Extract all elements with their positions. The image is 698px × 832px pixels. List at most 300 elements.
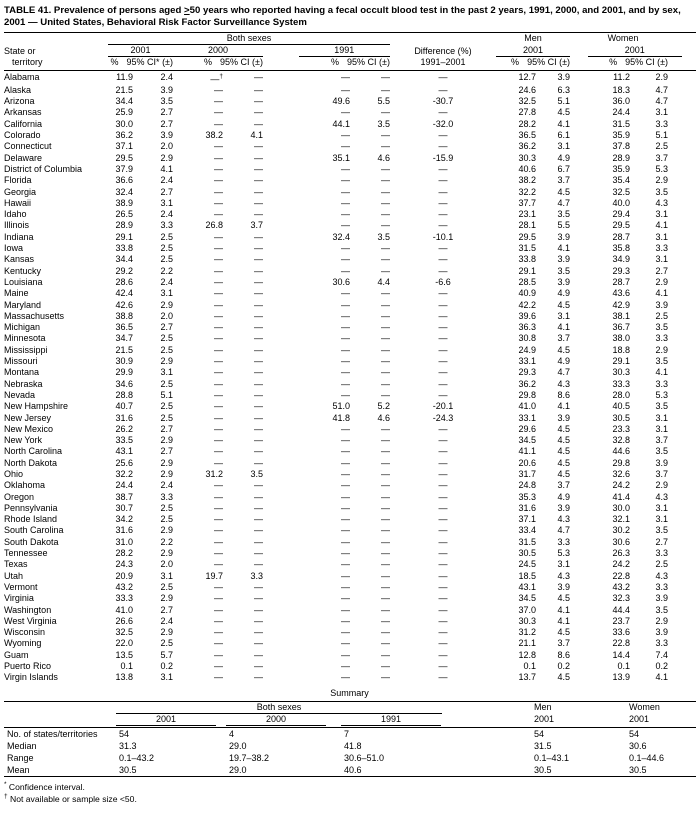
cell: 37.8	[612, 141, 631, 152]
measures-2001	[108, 57, 173, 70]
cell: 34.9	[612, 254, 631, 265]
row-label: Nevada	[4, 389, 36, 400]
cell: 2.5	[160, 502, 173, 513]
cell: —	[214, 480, 223, 491]
cell: —	[254, 231, 263, 242]
cell: —	[438, 502, 448, 513]
cell: 2.5	[655, 141, 669, 152]
row-label: No. of states/territories	[7, 728, 98, 739]
row-label: New Jersey	[4, 412, 52, 423]
cell: 3.9	[557, 254, 571, 265]
cell: —	[254, 615, 263, 626]
cell: 3.1	[557, 559, 571, 570]
cell: 38.0	[612, 333, 631, 344]
cell: —	[254, 491, 263, 502]
cell: —	[254, 593, 263, 604]
year-2000-col	[173, 45, 263, 58]
cell: —	[438, 220, 448, 231]
ci-header: 95% CI (±)	[220, 57, 263, 68]
row-label: Illinois	[4, 220, 30, 231]
cell: 2.7	[160, 107, 173, 118]
cell: 7.4	[655, 649, 669, 660]
cell: —	[381, 84, 390, 95]
cell: 29.3	[518, 367, 536, 378]
cell: 3.3	[655, 333, 669, 344]
row-label: Alabama	[4, 72, 40, 83]
cell: 2.5	[160, 514, 173, 525]
cell: —	[438, 627, 448, 638]
cell: 4.3	[655, 197, 669, 208]
cell: —	[381, 570, 390, 581]
cell: 30.5	[534, 764, 552, 775]
cell: 4.5	[557, 457, 571, 468]
cell: —	[254, 84, 263, 95]
cell: —	[214, 243, 223, 254]
cell: —	[341, 389, 350, 400]
cell: 2.9	[160, 457, 173, 468]
cell: 29.1	[518, 265, 536, 276]
ci-header-starred: 95% CI* (±)	[126, 57, 173, 68]
cell: 18.8	[612, 344, 631, 355]
cell: —	[254, 72, 263, 83]
cell: —	[438, 344, 448, 355]
cell: —	[341, 672, 350, 683]
ci-header: 95% CI (±)	[527, 57, 571, 68]
cell: 4.1	[655, 672, 669, 683]
men-spanner: Men	[524, 33, 542, 44]
cell: —	[214, 615, 223, 626]
cell: 3.9	[160, 84, 173, 95]
cell: 36.5	[518, 130, 536, 141]
cell: 4.5	[557, 627, 571, 638]
cell: —	[341, 446, 350, 457]
cell: 3.9	[557, 502, 571, 513]
cell: —	[381, 593, 390, 604]
cell: 31.3	[119, 740, 137, 751]
cell: —	[381, 548, 390, 559]
cell: 3.1	[557, 141, 571, 152]
cell: —	[214, 649, 223, 660]
cell: 3.1	[655, 107, 669, 118]
table-row	[4, 672, 696, 683]
cell: —	[341, 322, 350, 333]
cell: 35.9	[612, 163, 631, 174]
cell: —	[381, 446, 390, 457]
table-row	[4, 605, 696, 616]
cell: 3.7	[557, 175, 571, 186]
cell: 12.7	[518, 72, 536, 83]
row-label: Maryland	[4, 299, 42, 310]
cell: 26.2	[115, 423, 133, 434]
cell: 19.7	[205, 570, 223, 581]
cell: —	[438, 72, 448, 83]
cell: —	[254, 604, 263, 615]
table-row	[4, 333, 696, 344]
cell: 4.3	[655, 570, 669, 581]
cell: —	[381, 627, 390, 638]
cell: —	[254, 525, 263, 536]
cell: —	[254, 356, 263, 367]
table-row	[4, 740, 696, 752]
cell: 3.3	[250, 570, 263, 581]
cell: —	[214, 107, 223, 118]
cell: —	[254, 423, 263, 434]
cell: 3.9	[557, 276, 571, 287]
table-row	[4, 593, 696, 604]
cell: —	[381, 559, 390, 570]
cell: 30.0	[115, 118, 133, 129]
cell: 41.0	[518, 401, 536, 412]
cell: 22.0	[115, 638, 133, 649]
summary-year-2000-col	[226, 714, 341, 728]
cell: —	[381, 615, 390, 626]
row-label: Vermont	[4, 581, 38, 592]
cell: —	[214, 446, 223, 457]
cell: 35.4	[612, 175, 631, 186]
table-row	[4, 571, 696, 582]
cell: —	[214, 593, 223, 604]
cell: -15.9	[432, 152, 454, 163]
cell: —	[381, 344, 390, 355]
row-label: Arizona	[4, 96, 35, 107]
cell: 3.9	[557, 581, 571, 592]
cell: 42.4	[115, 288, 133, 299]
cell: 34.4	[115, 96, 133, 107]
cell: —	[381, 130, 390, 141]
cell: —	[438, 310, 448, 321]
table-row	[4, 277, 696, 288]
cell: 29.2	[115, 265, 133, 276]
cell: —	[438, 536, 448, 547]
title-suffix: 50 years who reported having a fecal occult blood test in the past 2 years, 1991, 2000, and 2001, and by sex, 2001 — United States, Behavioral Risk Factor Surveillance System	[4, 5, 681, 28]
cell: 30.6–51.0	[344, 752, 385, 763]
cell: 3.5	[655, 401, 669, 412]
cell: —	[214, 152, 223, 163]
cell: 30.5	[518, 548, 536, 559]
cell: 3.1	[557, 310, 571, 321]
cell: —	[381, 502, 390, 513]
cell: 4.1	[557, 322, 571, 333]
cell: 4.6	[377, 412, 390, 423]
cell: 21.1	[518, 638, 536, 649]
cell: —	[341, 254, 350, 265]
cell: 54	[534, 728, 545, 739]
cell: 13.5	[115, 649, 133, 660]
ci-header: 95% CI (±)	[347, 57, 390, 68]
cell: —	[438, 480, 448, 491]
cell: 22.8	[612, 638, 631, 649]
cell: 3.1	[160, 570, 173, 581]
row-label: Idaho	[4, 209, 27, 220]
cell: 24.8	[518, 480, 536, 491]
cell: -10.1	[432, 231, 454, 242]
cell: 14.4	[612, 649, 631, 660]
row-label: Iowa	[4, 243, 24, 254]
cell: 29.1	[115, 231, 133, 242]
cell: —	[381, 649, 390, 660]
cell: —	[254, 672, 263, 683]
cell: —	[341, 163, 350, 174]
women-spanner: Women	[607, 33, 639, 44]
cell: 4.5	[557, 672, 571, 683]
cell: —	[214, 254, 223, 265]
cell: —	[438, 141, 448, 152]
cell: —	[214, 175, 223, 186]
cell: —	[438, 446, 448, 457]
cell: —	[214, 661, 223, 672]
cell: 3.5	[160, 96, 173, 107]
cell: 3.5	[377, 118, 390, 129]
cell: 2.9	[655, 615, 669, 626]
table-row	[4, 187, 696, 198]
cell: 3.3	[655, 581, 669, 592]
cell: 4.5	[557, 344, 571, 355]
pct-header: %	[110, 57, 119, 68]
table-row	[4, 424, 696, 435]
cell: 33.1	[518, 356, 536, 367]
cell: 3.7	[655, 468, 669, 479]
cell: —	[381, 378, 390, 389]
cell: 3.7	[655, 435, 669, 446]
row-label: Nebraska	[4, 378, 43, 389]
cell: 24.2	[612, 480, 631, 491]
cell: 38.9	[115, 197, 133, 208]
summary-women-year-label: 2001	[626, 714, 696, 728]
cell: 4.6	[377, 152, 390, 163]
cell: —	[214, 638, 223, 649]
cell: 24.6	[518, 84, 536, 95]
cell: —	[254, 310, 263, 321]
cell: —	[381, 356, 390, 367]
cell: 44.1	[332, 118, 350, 129]
cell: 3.9	[557, 412, 571, 423]
cell: 31.6	[518, 502, 536, 513]
table-row	[4, 559, 696, 570]
cell: 29.9	[115, 367, 133, 378]
cell: 30.5	[612, 412, 631, 423]
cell: 2.5	[160, 401, 173, 412]
row-label: Oklahoma	[4, 480, 46, 491]
cell: 3.1	[655, 412, 669, 423]
summary-header-row-spanners	[4, 701, 696, 714]
table-row	[4, 322, 696, 333]
cell: —	[341, 435, 350, 446]
cell: —	[381, 333, 390, 344]
cell: 28.2	[115, 548, 133, 559]
cell: 2.9	[655, 175, 669, 186]
cell: —	[254, 457, 263, 468]
cell: 20.6	[518, 457, 536, 468]
cell: 3.5	[377, 231, 390, 242]
cell: 4.7	[655, 84, 669, 95]
cell: —	[254, 559, 263, 570]
year-2000-label: 2000	[173, 45, 263, 57]
cell: 0.1	[523, 661, 536, 672]
cell: —	[381, 581, 390, 592]
cell: —	[381, 288, 390, 299]
row-label: Washington	[4, 604, 52, 615]
cell: —	[254, 107, 263, 118]
cell: 4.5	[557, 186, 571, 197]
asterisk-marker: *	[4, 780, 7, 788]
cell: 29.5	[518, 231, 536, 242]
cell: 2.7	[655, 265, 669, 276]
cell: —	[438, 435, 448, 446]
cell: —	[381, 254, 390, 265]
cell: 4.5	[557, 435, 571, 446]
cell: —	[381, 243, 390, 254]
cell: —	[341, 310, 350, 321]
table-row	[4, 243, 696, 254]
cell: 43.1	[518, 581, 536, 592]
cell: 43.6	[612, 288, 631, 299]
cell: —	[341, 548, 350, 559]
cell: —	[254, 514, 263, 525]
cell: 6.1	[557, 130, 571, 141]
cell: —	[438, 514, 448, 525]
cell: —	[438, 570, 448, 581]
cell: —	[438, 288, 448, 299]
cell: 2.5	[655, 559, 669, 570]
empty-cell	[4, 714, 116, 728]
cell: —	[341, 84, 350, 95]
cell: —	[341, 344, 350, 355]
cell: 32.5	[518, 96, 536, 107]
empty-cell	[4, 32, 108, 45]
table-row	[4, 401, 696, 412]
cell: -6.6	[435, 276, 451, 287]
pct-header: %	[609, 57, 618, 68]
cell: —	[341, 130, 350, 141]
cell: —	[341, 197, 350, 208]
cell: 5.5	[557, 220, 571, 231]
cell: —	[341, 423, 350, 434]
cell: 31.5	[518, 536, 536, 547]
cell: 3.5	[655, 186, 669, 197]
pct-header: %	[204, 57, 213, 68]
row-label: South Dakota	[4, 536, 59, 547]
cell: 24.5	[518, 559, 536, 570]
row-label: Minnesota	[4, 333, 46, 344]
table-row	[4, 198, 696, 209]
cell: —	[254, 638, 263, 649]
cell: 28.8	[115, 389, 133, 400]
cell: 38.1	[612, 310, 631, 321]
cell: 5.7	[160, 649, 173, 660]
cell: —	[214, 197, 223, 208]
cell: 4.9	[557, 152, 571, 163]
cell: —	[254, 435, 263, 446]
cell: 31.5	[518, 243, 536, 254]
cell: —	[254, 197, 263, 208]
cell: 4.7	[557, 525, 571, 536]
cell: —	[438, 389, 448, 400]
state-col-header-line1: State or	[4, 45, 36, 56]
cell: —	[254, 254, 263, 265]
summary-year-2000-label: 2000	[226, 714, 326, 726]
cell: 3.5	[655, 525, 669, 536]
year-2001-label: 2001	[108, 45, 173, 57]
table-row	[4, 548, 696, 559]
cell: —	[341, 480, 350, 491]
cell: —	[254, 333, 263, 344]
cell: —	[341, 491, 350, 502]
cell: 29.4	[612, 209, 631, 220]
cell: 24.4	[115, 480, 133, 491]
cell: —	[341, 288, 350, 299]
row-label: Indiana	[4, 231, 34, 242]
cell: 4.3	[557, 514, 571, 525]
cell: 2.5	[160, 231, 173, 242]
cell: —	[214, 231, 223, 242]
cell: 32.1	[612, 514, 631, 525]
cell: 2.9	[160, 468, 173, 479]
row-label: Oregon	[4, 491, 35, 502]
cell: 2.4	[160, 276, 173, 287]
cell: 32.6	[612, 468, 631, 479]
cell: 2.9	[160, 525, 173, 536]
cell: —	[438, 604, 448, 615]
cell: 2.9	[160, 593, 173, 604]
cell: 2.5	[160, 378, 173, 389]
table-row	[4, 254, 696, 265]
row-label: Colorado	[4, 130, 41, 141]
cell: —	[381, 468, 390, 479]
cell: —	[438, 468, 448, 479]
cell: 28.7	[612, 276, 631, 287]
cell: —	[438, 163, 448, 174]
row-label: New Mexico	[4, 423, 54, 434]
cell: —	[341, 141, 350, 152]
dagger-marker: †	[4, 793, 8, 801]
cell: 0.1–43.1	[534, 752, 570, 763]
header-row-spanners	[4, 32, 696, 45]
both-sexes-spanner: Both sexes	[108, 32, 390, 45]
cell: 3.1	[160, 288, 173, 299]
cell: —	[381, 480, 390, 491]
table-body	[4, 70, 696, 684]
row-label: Alaska	[4, 84, 32, 95]
cell: 30.6	[332, 276, 350, 287]
cell: 4.1	[557, 604, 571, 615]
cell: 35.1	[332, 152, 350, 163]
cell: 37.9	[115, 163, 133, 174]
cell: 2.7	[160, 604, 173, 615]
cell: —	[214, 491, 223, 502]
cell: —	[214, 322, 223, 333]
cell: 41.1	[518, 446, 536, 457]
cell: 24.9	[518, 344, 536, 355]
table-row	[4, 390, 696, 401]
cell: 35.3	[518, 491, 536, 502]
cell: —	[254, 96, 263, 107]
cell: 3.9	[655, 593, 669, 604]
summary-header	[4, 701, 696, 727]
cell: 2.2	[160, 265, 173, 276]
cell: —	[254, 288, 263, 299]
cell: 8.6	[557, 389, 571, 400]
cell: 3.3	[655, 243, 669, 254]
cell: 3.5	[557, 265, 571, 276]
cell: 2.5	[160, 581, 173, 592]
measures-men	[496, 57, 570, 70]
row-label: West Virginia	[4, 615, 57, 626]
cell: 3.3	[160, 220, 173, 231]
cell: —	[214, 118, 223, 129]
title-prefix: TABLE 41. Prevalence of persons aged	[4, 5, 185, 16]
cell: —	[214, 457, 223, 468]
summary-year-2001-label: 2001	[116, 714, 216, 726]
